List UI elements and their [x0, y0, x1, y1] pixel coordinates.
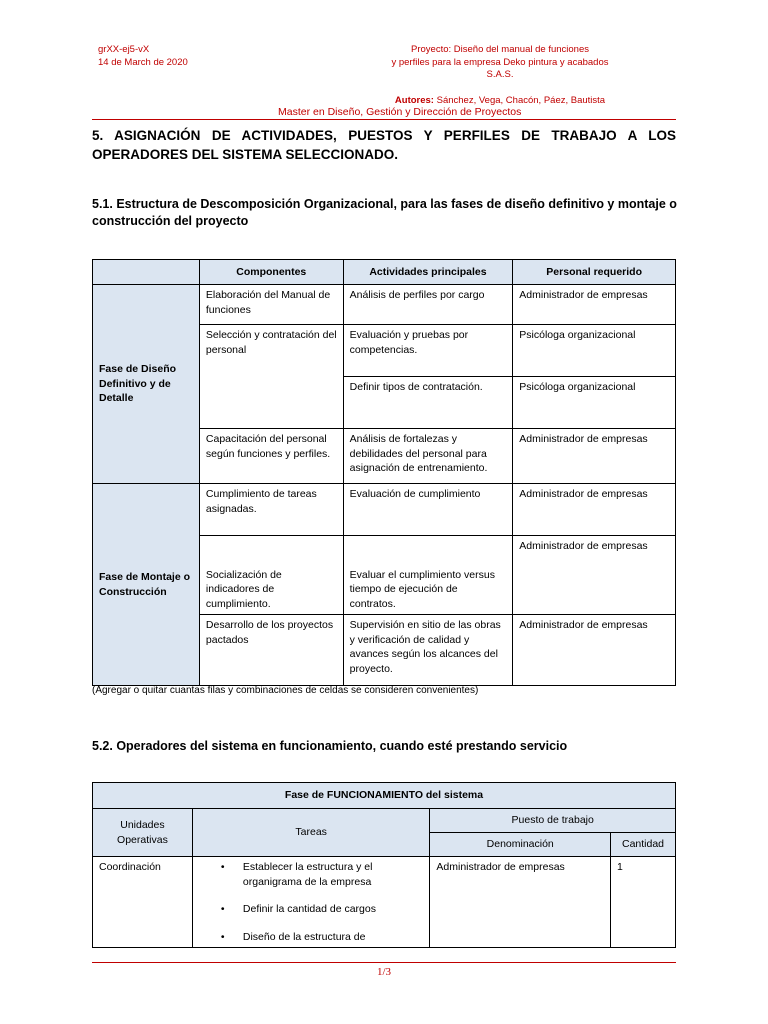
eod-header-empty — [93, 260, 200, 285]
footer-rule — [92, 962, 676, 963]
quantity-cell: 1 — [611, 857, 676, 948]
personnel-cell: Administrador de empresas — [513, 536, 676, 615]
table-row — [93, 285, 676, 325]
tasks-list — [199, 860, 424, 944]
page-number: 1/3 — [376, 966, 392, 978]
authors-label: Autores: — [394, 95, 434, 106]
doc-code: grXX-ej5-vX — [98, 44, 150, 55]
component-cell: Desarrollo de los proyectos pactados — [199, 615, 343, 686]
operations-caption-row — [93, 783, 676, 809]
authors-info — [340, 95, 660, 106]
personnel-cell: Administrador de empresas — [513, 484, 676, 536]
personnel-cell: Administrador de empresas — [513, 285, 676, 325]
eod-header-activities: Actividades principales — [343, 260, 513, 285]
project-info — [360, 44, 640, 55]
header-rule — [92, 119, 676, 120]
component-cell: Selección y contratación del personal — [199, 325, 343, 429]
activity-cell: Evaluar el cumplimiento versus tiempo de ejecución de contratos. — [343, 536, 513, 615]
operations-table — [92, 782, 676, 948]
header-post: Puesto de trabajo — [430, 809, 676, 833]
activity-cell: Evaluación de cumplimiento — [343, 484, 513, 536]
eod-table — [92, 259, 676, 686]
activity-cell: Evaluación y pruebas por competencias. — [343, 325, 513, 377]
activity-cell: Análisis de fortalezas y debilidades del personal para asignación de entrenamiento. — [343, 429, 513, 484]
personnel-cell: Psicóloga organizacional — [513, 325, 676, 377]
activity-cell: Análisis de perfiles por cargo — [343, 285, 513, 325]
list-item: • Establecer la estructura y el organigrama de la empresa — [243, 860, 424, 889]
component-cell: Capacitación del personal según funciones y perfiles. — [199, 429, 343, 484]
doc-date: 14 de March de 2020 — [98, 57, 188, 68]
header-denomination: Denominación — [430, 833, 611, 857]
project-line1: Diseño del manual de funciones — [453, 44, 589, 55]
section-5-title: 5. ASIGNACIÓN DE ACTIVIDADES, PUESTOS Y PERFILES DE TRABAJO A LOS OPERADORES DEL SISTEMA SELECCIONADO. — [92, 128, 676, 162]
operations-caption: Fase de FUNCIONAMIENTO del sistema — [93, 783, 676, 809]
master-program: Master en Diseño, Gestión y Dirección de Proyectos — [278, 106, 522, 118]
eod-header-components: Componentes — [199, 260, 343, 285]
phase-assembly: Fase de Montaje o Construcción — [93, 484, 200, 686]
project-label: Proyecto: — [411, 44, 452, 55]
header-tasks: Tareas — [192, 809, 430, 857]
list-item: • Definir la cantidad de cargos — [243, 902, 424, 917]
table-row — [93, 484, 676, 536]
project-line3: S.A.S. — [486, 69, 514, 80]
activity-cell: Supervisión en sitio de las obras y verificación de calidad y avances según los alcances del proyecto. — [343, 615, 513, 686]
table-note: (Agregar o quitar cuantas filas y combinaciones de celdas se consideren convenientes) — [92, 685, 479, 696]
section-5-1-title: 5.1. Estructura de Descomposición Organizacional, para las fases de diseño definitivo y montaje o construcción del proyecto — [92, 197, 677, 228]
personnel-cell: Administrador de empresas — [513, 615, 676, 686]
component-cell: Elaboración del Manual de funciones — [199, 285, 343, 325]
section-5-2-title: 5.2. Operadores del sistema en funcionamiento, cuando esté prestando servicio — [92, 739, 568, 753]
eod-header-row — [93, 260, 676, 285]
denomination-cell: Administrador de empresas — [430, 857, 611, 948]
personnel-cell: Administrador de empresas — [513, 429, 676, 484]
eod-header-personnel: Personal requerido — [513, 260, 676, 285]
header-quantity: Cantidad — [611, 833, 676, 857]
phase-design: Fase de Diseño Definitivo y de Detalle — [93, 285, 200, 484]
tasks-cell — [192, 857, 430, 948]
operations-header-row — [93, 809, 676, 833]
header-units: Unidades Operativas — [93, 809, 193, 857]
authors-names: Sánchez, Vega, Chacón, Páez, Bautista — [436, 95, 606, 106]
table-row — [93, 857, 676, 948]
component-cell: Socialización de indicadores de cumplimiento. — [199, 536, 343, 615]
component-cell: Cumplimiento de tareas asignadas. — [199, 484, 343, 536]
list-item: • Diseño de la estructura de — [243, 930, 424, 945]
project-line2: y perfiles para la empresa Deko pintura y acabados — [391, 57, 609, 68]
unit-cell: Coordinación — [93, 857, 193, 948]
activity-cell: Definir tipos de contratación. — [343, 377, 513, 429]
personnel-cell: Psicóloga organizacional — [513, 377, 676, 429]
